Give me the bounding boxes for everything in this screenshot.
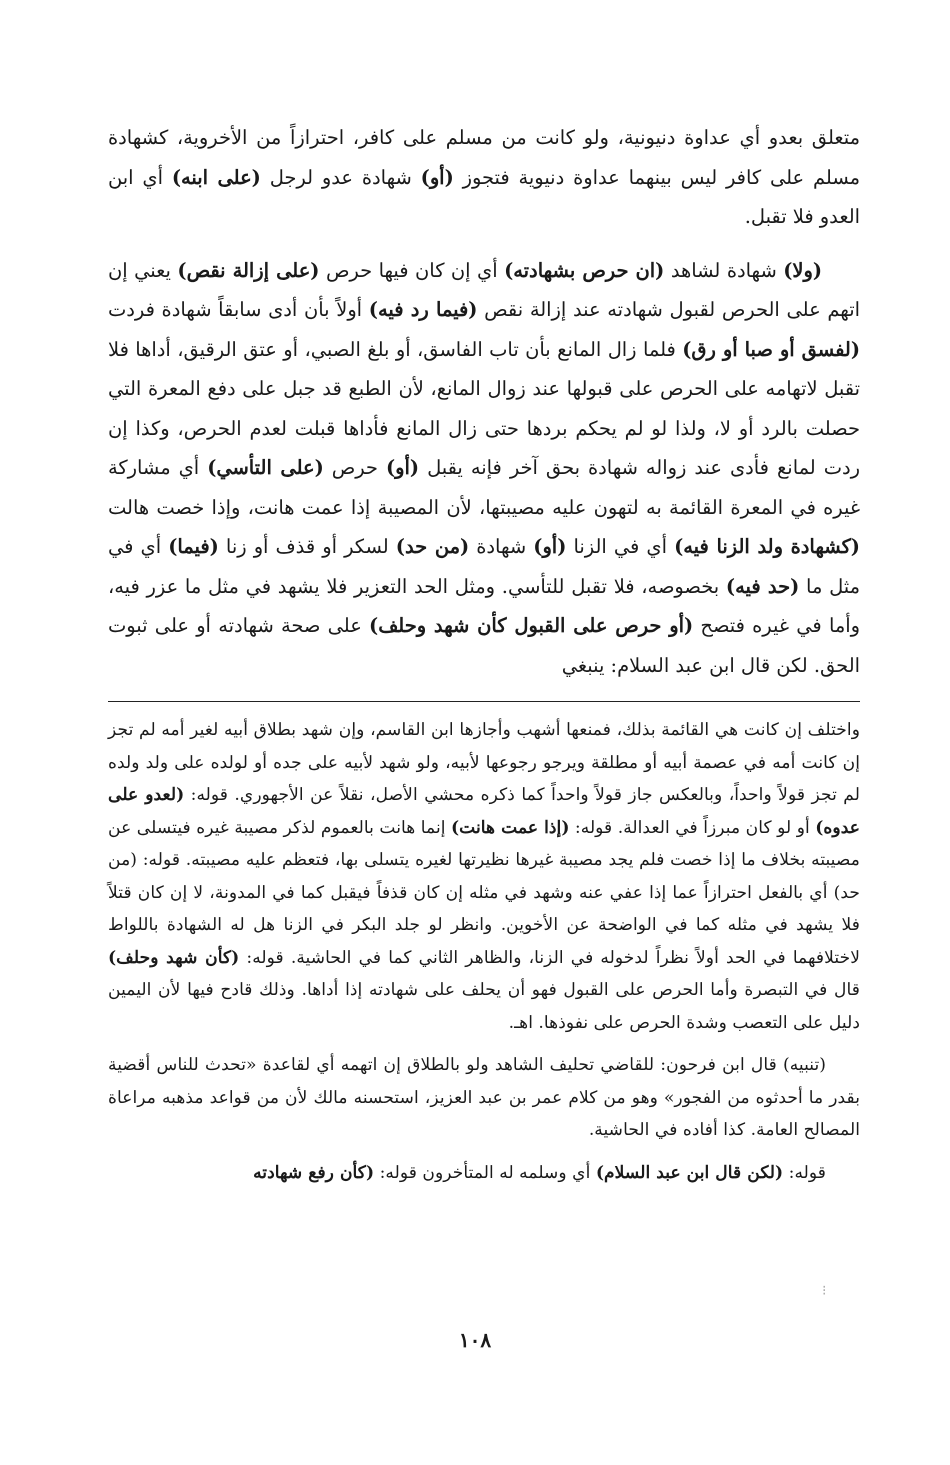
footnote-separator — [108, 701, 860, 702]
bold-term: (على ابنه) — [171, 165, 261, 189]
text-run: شهادة — [469, 535, 534, 558]
bold-term: (ولا) — [783, 258, 822, 282]
text-run: حرص — [323, 456, 386, 479]
text-run: أي وسلمه له المتأخرون قوله: — [374, 1162, 596, 1183]
page-body — [108, 118, 860, 1189]
bold-term: (من حد) — [395, 535, 470, 558]
bold-term: (لكن قال ابن عبد السلام) — [595, 1162, 784, 1183]
text-run: أي ابن العدو فلا تقبل. — [108, 165, 860, 228]
bold-term: (أو) — [420, 165, 454, 189]
text-run: شهادة لشاهد — [664, 258, 784, 282]
text-run: (تنبيه) قال ابن فرحون: للقاضي تحليف الشاهد ولو بالطلاق إن اتهمه أي لقاعدة «تحدث للناس أقضية بقدر ما أحدثوه من الفجور» وهو من كلام عمر بن عبد العزيز، استحسنه مالك لأن من قواعد مذهبه مراعاة المصالح العامة. كذا أفاده في الحاشية. — [108, 1055, 860, 1140]
bold-term: (لعدو على عدوه) — [108, 785, 860, 838]
main-text — [108, 118, 860, 685]
bold-term: (كأن شهد وحلف) — [108, 947, 240, 968]
bold-term: (حد فيه) — [725, 574, 800, 598]
main-paragraph — [108, 118, 860, 237]
text-run: واختلف إن كانت هي القائمة بذلك، فمنعها أشهب وأجازها ابن القاسم، وإن شهد بطلاق أبيه لغير أمه لم تجز إن كانت أمه في عصمة أبيه أو مطلقة ويرجو رجوعها لأبيه، ولو شهد لأبيه على جده أو لولده على ولد ولده لم تجز قولاً واحداً، وبالعكس جاز قولاً واحداً كما ذكره محشي الأصل، نقلاً عن الأجهوري. قوله: — [108, 720, 860, 805]
text-run: لسكر أو قذف أو زنا — [218, 535, 396, 558]
bold-term: (لفسق أو صبا أو رق) — [682, 337, 860, 361]
text-run: أو لو كان مبرزاً في العدالة. قوله: — [569, 817, 816, 838]
text-run: قوله: — [783, 1162, 826, 1183]
footnote-paragraph — [108, 1049, 860, 1147]
text-run: أولاً بأن أدى سابقاً شهادة فردت — [108, 298, 369, 321]
margin-mark: ⁝ — [822, 1283, 827, 1299]
text-run: فلما زال المانع بأن تاب الفاسق، أو بلغ الصبي، أو عتق الرقيق، أداها فلا تقبل لاتهامه على الحرص على قبولها عند زوال المانع، لأن الطبع قد جبل على دفع المعرة التي حصلت بالرد أو لا، ولذا لو لم يحكم بردها حتى زال المانع فأداها قبلت لعدم الحرص، وكذا إن ردت لمانع فأدى عند زواله شهادة بحق آخر فإنه يقبل — [108, 337, 860, 479]
bold-term: (على إزالة نقص) — [177, 258, 320, 282]
text-run: شهادة عدو لرجل — [260, 165, 421, 189]
text-run: إنما هانت بالعموم لذكر مصيبة غيره فيتسلى عن مصيبته بخلاف ما إذا خصت فلم يجد مصيبة غيرها نظيرتها لغيره يتسلى بها، فتعظم عليه مصيبته. قوله: (من حد) أي بالفعل احترازاً عما إذا عفي عنه وشهد في مثله إن كان قذفاً فيقبل كما في المدونة، لا إن كان قتلاً فلا يشهد في مثله كما في الواضحة عن الأخوين. وانظر لو جلد البكر في الزنا هل له الشهادة باللواط لاختلافهما في الحد أولاً نظراً لدخوله في الزنا، والظاهر الثاني كما في الحاشية. قوله: — [108, 817, 861, 968]
bold-term: (أو) — [385, 456, 420, 479]
bold-term: (فيما) — [168, 535, 219, 558]
bold-term: (إذا عمت هانت) — [450, 817, 570, 838]
text-run: أي في الزنا — [566, 535, 675, 558]
text-run: بخصوصه، فلا تقبل للتأسي. ومثل الحد التعزير فلا يشهد في مثل ما عزر فيه، وأما في غيره فتصح — [108, 574, 860, 637]
footnote-text — [108, 714, 860, 1189]
text-run: أي في مثل ما — [108, 535, 861, 598]
text-run: على صحة شهادته أو على ثبوت الحق. لكن قال ابن عبد السلام: ينبغي — [108, 614, 860, 677]
footnote-paragraph — [108, 1157, 860, 1190]
text-run: قال في التبصرة وأما الحرص على القبول فهو أن يحلف على شهادته إذا أداها. وذلك قادح فيها لأن اليمين دليل على التعصب وشدة الحرص على نفوذها. اهـ. — [108, 980, 860, 1033]
bold-term: (على التأسي) — [207, 456, 324, 479]
bold-term: (ان حرص بشهادته) — [504, 258, 665, 282]
bold-term: (كأن رفع شهادته — [253, 1162, 375, 1183]
bold-term: (فيما رد فيه) — [368, 298, 478, 321]
text-run: يعني إن اتهم على الحرص لقبول شهادته عند إزالة نقص — [108, 258, 860, 321]
page-number: ١٠٨ — [458, 1328, 492, 1352]
text-run: أي مشاركة غيره في المعرة القائمة به لتهون عليه مصيبتها، لأن المصيبة إذا عمت هانت، وإذا خصت هالت — [108, 456, 860, 519]
footnote-paragraph — [108, 714, 860, 1039]
bold-term: (أو) — [533, 535, 567, 558]
text-run: متعلق بعدو أي عداوة دنيونية، ولو كانت من مسلم على كافر، احترازاً من الأخروية، كشهادة مسلم على كافر ليس بينهما عداوة دنيوية فتجوز — [108, 126, 861, 189]
bold-term: (أو حرص على القبول كأن شهد وحلف) — [369, 614, 694, 637]
main-paragraph — [108, 251, 860, 686]
text-run: أي إن كان فيها حرص — [319, 258, 505, 282]
bold-term: (كشهادة ولد الزنا فيه) — [674, 535, 860, 558]
